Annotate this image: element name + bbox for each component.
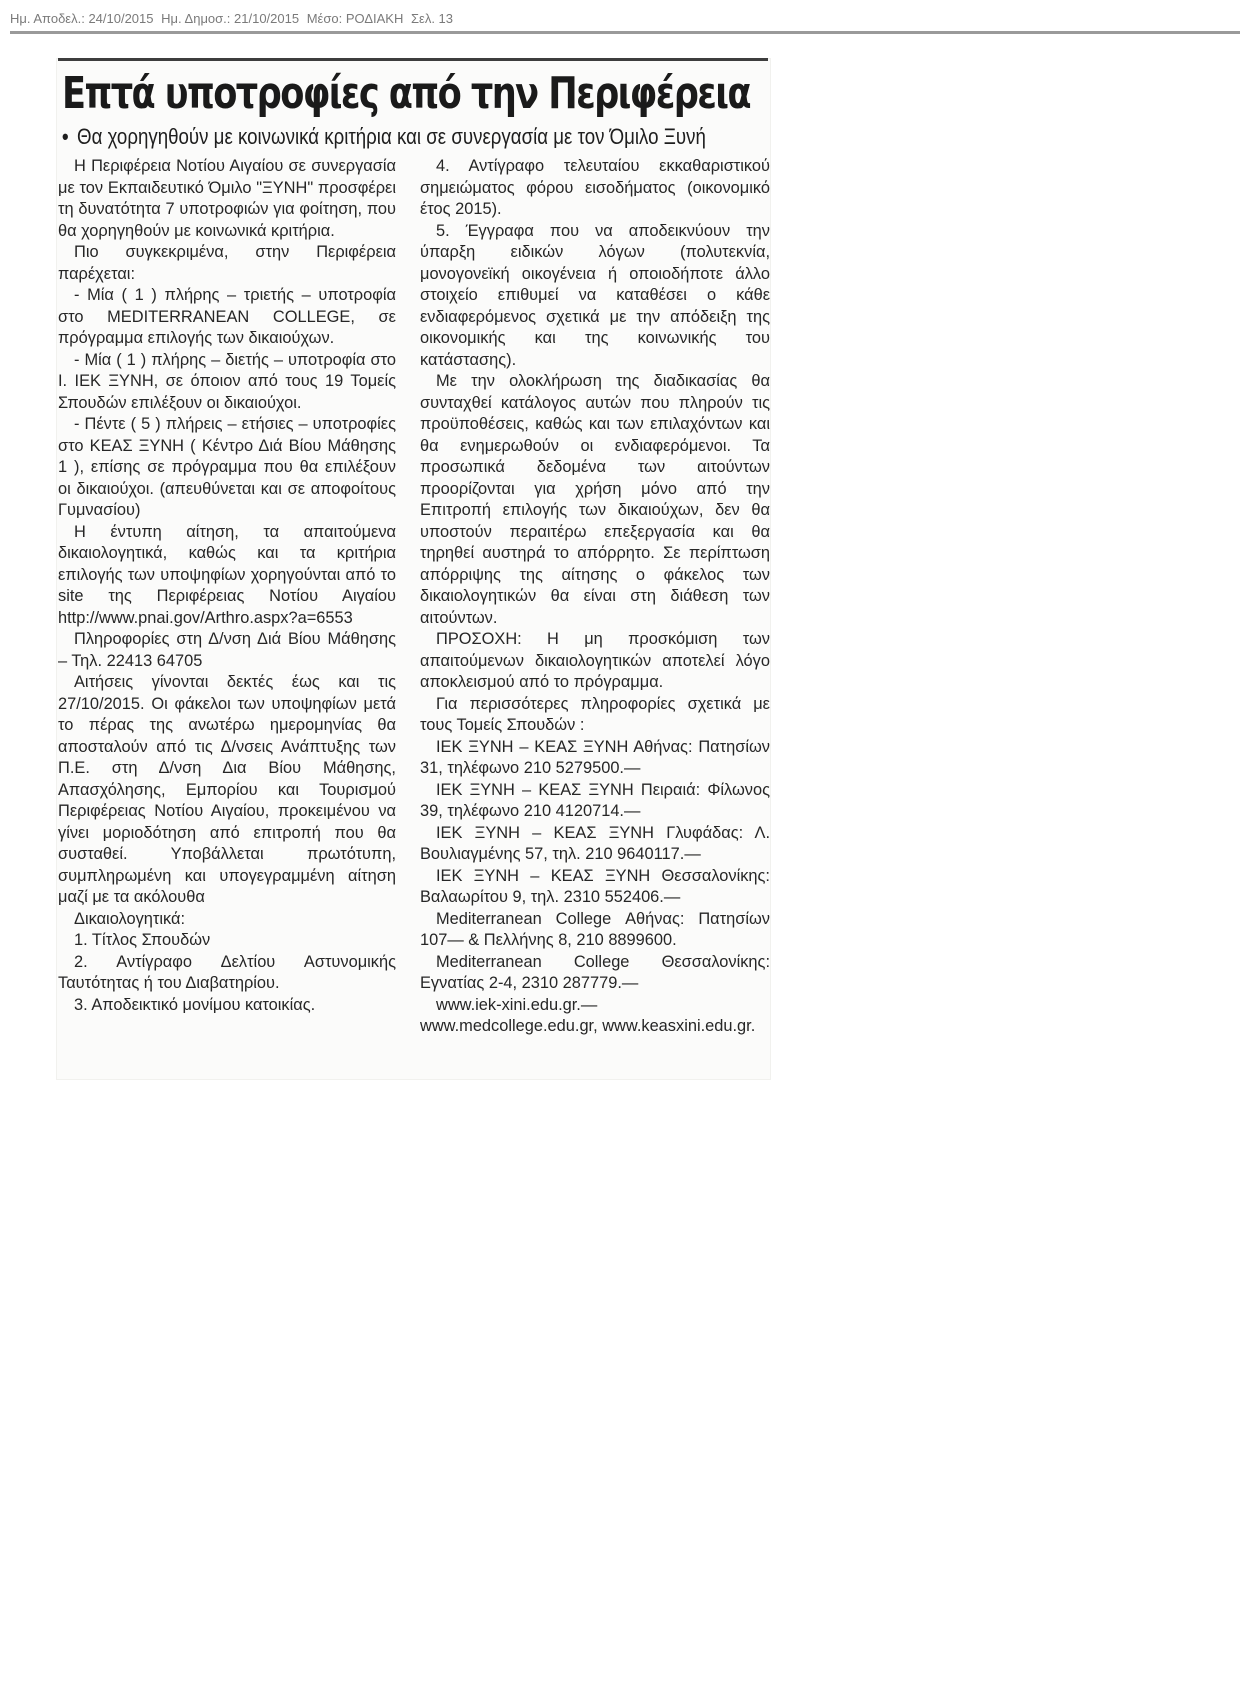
contact-line: Mediterranean College Αθήνας: Πατησίων 107— & Πελλήνης 8, 210 8899600. [420,909,770,949]
contact-line: www.iek-xini.edu.gr.— www.medcollege.edu.gr, www.keasxini.edu.gr. [420,995,756,1035]
paragraph: Με την ολοκλήρωση της διαδικασίας θα συνταχθεί κατάλογος αυτών που πληρούν τις προϋποθέσεις, καθώς και των επιλαχόντων και θα ενημερωθούν οι ενδιαφερόμενοι. Τα προσωπικά δεδομένα των αιτούντων προορίζονται για χρήση μόνο από την Επιτροπή επιλογής των δικαιούχων, δεν θα υποστούν περαιτέρω επεξεργασία και θα τηρηθεί αυστηρά το απόρρητο. Σε περίπτωση απόρριψης της αίτησης ο φάκελος των δικαιολογητικών θα είναι στη διάθεση των αιτούντων. [420,372,770,627]
contact-line: ΙΕΚ ΞΥΝΗ – ΚΕΑΣ ΞΥΝΗ Αθήνας: Πατησίων 31, τηλέφωνο 210 5279500.— [420,737,770,777]
paragraph: - Μία ( 1 ) πλήρης – διετής – υποτροφία στο Ι. ΙΕΚ ΞΥΝΗ, σε όποιον από τους 19 Τομείς Σπουδών επιλέξουν οι δικαιούχοι. [58,350,396,412]
paragraph: - Μία ( 1 ) πλήρης – τριετής – υποτροφία στο MEDITERRANEAN COLLEGE, σε πρόγραμμα επιλογής των δικαιούχων. [58,286,396,347]
paragraph: Πληροφορίες στη Δ/νση Διά Βίου Μάθησης – Τηλ. 22413 64705 [58,630,396,670]
contact-line: ΙΕΚ ΞΥΝΗ – ΚΕΑΣ ΞΥΝΗ Γλυφάδας: Λ. Βουλιαγμένης 57, τηλ. 210 9640117.— [420,823,770,863]
newspaper-clipping [56,58,771,1080]
list-item: 5. Έγγραφα που να αποδεικνύουν την ύπαρξη ειδικών λόγων (πολυτεκνία, μονογονεϊκή οικογένεια ή οποιοδήποτε άλλο στοιχείο επιθυμεί να καταθέσει ο κάθε ενδιαφερόμενος σχετικά με την απόδειξη της οικονομικής και της κοινωνικής του κατάστασης). [420,221,770,369]
clipping-meta-bar [10,9,1240,34]
paragraph: ΠΡΟΣΟΧΗ: Η μη προσκόμιση των απαιτούμενων δικαιολογητικών αποτελεί λόγο αποκλεισμού από το πρόγραμμα. [420,630,770,691]
left-column [58,156,396,1016]
paragraph: Δικαιολογητικά: [74,909,186,928]
paragraph: Η έντυπη αίτηση, τα απαιτούμενα δικαιολογητικά, καθώς και τα κριτήρια επιλογής των υποψηφίων χορηγούνται από το site της Περιφέρειας Νοτίου Αιγαίου http://www.pnai.gov/Arthro.aspx?a=6553 [58,522,396,627]
list-item: 1. Τίτλος Σπουδών [74,931,211,949]
contact-line: ΙΕΚ ΞΥΝΗ – ΚΕΑΣ ΞΥΝΗ Θεσσαλονίκης: Βαλαωρίτου 9, τηλ. 2310 552406.— [420,866,770,906]
paragraph: Η Περιφέρεια Νοτίου Αιγαίου σε συνεργασία με τον Εκπαιδευτικό Όμιλο "ΞΥΝΗ" προσφέρει τη δυνατότητα 7 υποτροφιών για φοίτηση, που θα χορηγηθούν με κοινωνικά κριτήρια. [58,157,396,240]
publish-date: Ημ. Δημοσ.: 21/10/2015 [161,11,300,26]
top-rule [58,58,768,61]
page-number: Σελ. 13 [410,11,453,26]
contact-line: Mediterranean College Θεσσαλονίκης: Εγνατίας 2-4, 2310 287779.— [420,952,770,992]
capture-date: Ημ. Αποδελ.: 24/10/2015 [10,11,154,26]
contact-line: ΙΕΚ ΞΥΝΗ – ΚΕΑΣ ΞΥΝΗ Πειραιά: Φίλωνος 39, τηλέφωνο 210 4120714.— [420,780,770,820]
paragraph: Πιο συγκεκριμένα, στην Περιφέρεια παρέχεται: [58,243,396,283]
list-item: 2. Αντίγραφο Δελτίου Αστυνομικής Ταυτότητας ή του Διαβατηρίου. [58,952,396,992]
headline: Επτά υποτροφίες από την Περιφέρεια [62,68,750,119]
medium: Μέσο: ΡΟΔΙΑΚΗ [306,11,404,26]
list-item: 3. Αποδεικτικό μονίμου κατοικίας. [74,995,316,1014]
paragraph: Αιτήσεις γίνονται δεκτές έως και τις 27/10/2015. Οι φάκελοι των υποψηφίων μετά το πέρας της ανωτέρω ημερομηνίας θα αποσταλούν από τις Δ/νσεις Ανάπτυξης των Π.Ε. στη Δ/νση Δια Βίου Μάθησης, Απασχόλησης, Εμπορίου και Τουρισμού Περιφέρειας Νοτίου Αιγαίου, προκειμένου να γίνει μοριοδότηση από επιτροπή που θα συσταθεί. Υποβάλλεται πρωτότυπη, συμπληρωμένη και υπογεγραμμένη αίτηση μαζί με τα ακόλουθα [58,673,396,906]
subheadline [62,124,706,150]
right-column [420,156,770,1038]
bullet-icon: • [62,124,69,149]
paragraph: Για περισσότερες πληροφορίες σχετικά με τους Τομείς Σπουδών : [420,694,770,734]
list-item: 4. Αντίγραφο τελευταίου εκκαθαριστικού σημειώματος φόρου εισοδήματος (οικονομικό έτος 2015). [420,157,770,218]
paragraph: - Πέντε ( 5 ) πλήρεις – ετήσιες – υποτροφίες στο ΚΕΑΣ ΞΥΝΗ ( Κέντρο Διά Βίου Μάθησης 1 ), επίσης σε πρόγραμμα που θα επιλέξουν οι δικαιούχοι. (απευθύνεται και σε αποφοίτους Γυμνασίου) [58,415,396,519]
subheadline-text: Θα χορηγηθούν με κοινωνικά κριτήρια και σε συνεργασία με τον Όμιλο Ξυνή [77,124,706,149]
